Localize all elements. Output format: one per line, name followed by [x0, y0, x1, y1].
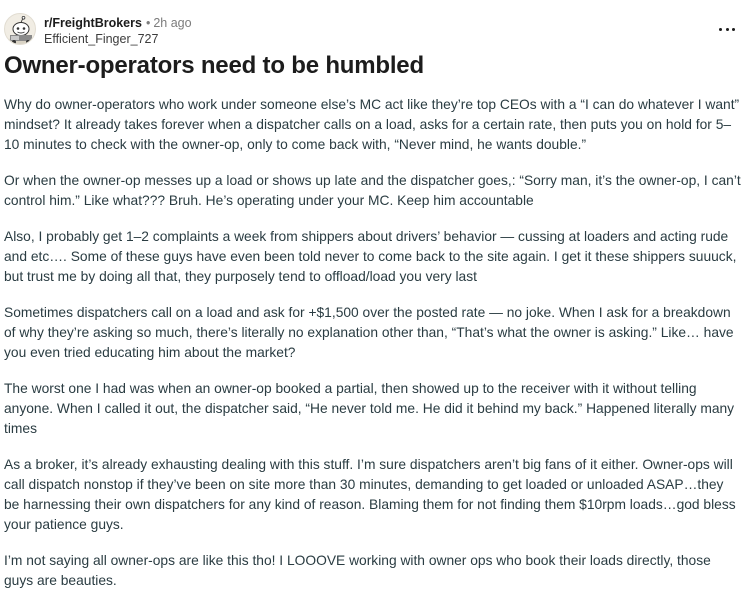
- post-paragraph: The worst one I had was when an owner-op booked a partial, then showed up to the receiver with it without telling anyone. When I called it out, the dispatcher said, “He never told me. He did it behind my back.” Happened literally many times: [4, 381, 735, 436]
- dot-icon: [719, 28, 722, 31]
- post-meta: [44, 15, 192, 47]
- post-header: [4, 12, 744, 48]
- post-timestamp: 2h ago: [153, 16, 192, 30]
- dot-icon: [732, 28, 735, 31]
- post-paragraph: Or when the owner-op messes up a load or shows up late and the dispatcher goes,: “Sorry man, it’s the owner-op, I can’t control him.” Like what??? Bruh. He’s operating under your MC. Keep him accountable: [4, 173, 741, 208]
- post-body: [4, 95, 742, 605]
- subreddit-link[interactable]: r/FreightBrokers: [44, 16, 142, 30]
- post-paragraph: I’m not saying all owner-ops are like this tho! I LOOOVE working with owner ops who book their loads directly, those guys are beauties.: [4, 553, 711, 588]
- post-paragraph: Also, I probably get 1–2 complaints a week from shippers about drivers’ behavior — cussing at loaders and acting rude and etc…. Some of these guys have even been told never to come back to the site again. I get it these shippers suuuck, but trust me by doing all that, they purposely tend to offload/load you very last: [4, 229, 737, 284]
- dot-icon: [726, 28, 729, 31]
- meta-separator: •: [145, 16, 151, 30]
- author-link[interactable]: Efficient_Finger_727: [44, 32, 159, 46]
- post-paragraph: As a broker, it’s already exhausting dealing with this stuff. I’m sure dispatchers aren’t big fans of it either. Owner-ops will call dispatch nonstop if they’ve been on site more than 30 minutes, demanding to get loaded or unloaded ASAP…they be harnessing their own dispatchers for any kind of reason. Blaming them for not finding them $10rpm loads…god bless your patience guys.: [4, 457, 736, 532]
- post-title: Owner-operators need to be humbled: [4, 52, 424, 79]
- post-paragraph: Why do owner-operators who work under someone else’s MC act like they’re top CEOs with a “I can do whatever I want” mindset? It already takes forever when a dispatcher calls on a load, asks for a certain rate, then puts you on hold for 5–10 minutes to check with the owner-op, only to come back with, “Never mind, he wants double.”: [4, 97, 740, 152]
- post-paragraph: Sometimes dispatchers call on a load and ask for +$1,500 over the posted rate — no joke. When I ask for a breakdown of why they’re asking so much, there’s literally no explanation other than, “That’s what the owner is asking.” Like… have you even tried educating him about the market?: [4, 305, 734, 360]
- post-meta-line: [44, 15, 192, 31]
- more-options-icon[interactable]: [716, 20, 738, 38]
- subreddit-avatar-icon[interactable]: [4, 13, 36, 45]
